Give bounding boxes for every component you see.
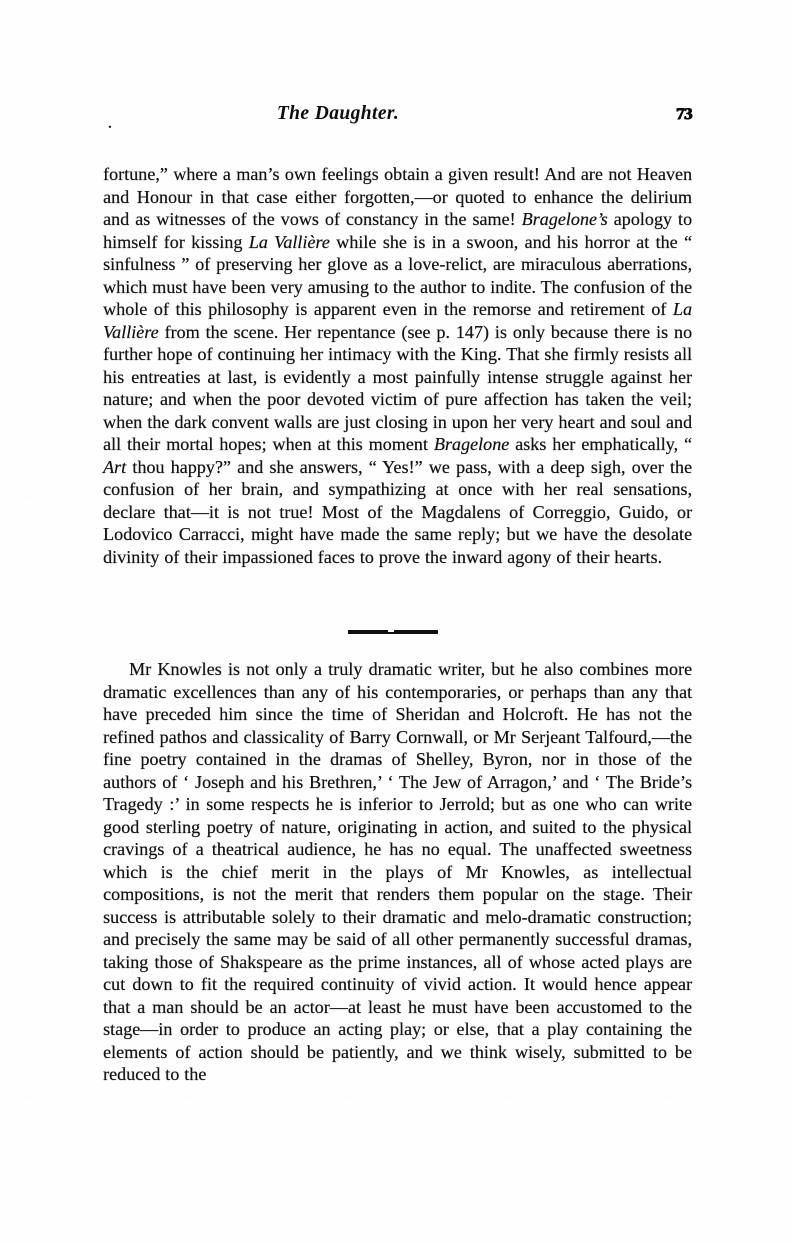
review-paragraph xyxy=(103,163,692,568)
text-run: from the scene. Her repentance (see p. 147) is only because there is no further hope of continuing her intimacy with the King. That she firmly resists all his entreaties at last, is evidently a most painfully intense struggle against her nature; and when the poor devoted victim of pure affection has taken the veil; when the dark convent walls are just closing in upon her very heart and soul and all their mortal hopes; when at this moment xyxy=(103,321,692,455)
text-run: Mr Knowles is not only a truly dramatic writer, but he also combines more dramatic excellences than any of his contemporaries, or perhaps than any that have preceded him since the time of Sheridan and Holcroft. He has not the refined pathos and classicality of Barry Cornwall, or Mr Serjeant Talfourd,—the fine poetry contained in the dramas of Shelley, Byron, nor in those of the authors of ‘ Joseph and his Brethren,’ ‘ The Jew of Arragon,’ and ‘ The Bride’s Tragedy :’ in some respects he is inferior to Jerrold; but as one who can write good sterling poetry of nature, originating in action, and suited to the physical cravings of a theatrical audience, he has no equal. The unaffected sweetness which is the chief merit in the plays of Mr Knowles, as intellectual compositions, is not the merit that renders them popular on the stage. Their success is attributable solely to their dramatic and melo-dramatic construction; and precisely the same may be said of all other permanently successful dramas, taking those of Shakspeare as the prime instances, all of whose acted plays are cut down to fit the required continuity of vivid action. It would hence appear that a man should be an actor—at least he must have been accustomed to the stage—in order to produce an acting play; or else, that a play containing the elements of action should be patiently, and we think wisely, submitted to be reduced to the xyxy=(103,659,692,1084)
section-divider xyxy=(348,630,438,634)
knowles-section xyxy=(103,658,692,1104)
running-head xyxy=(103,103,692,132)
italic-run: La Vallière xyxy=(248,231,330,252)
text-column xyxy=(103,145,692,586)
italic-run: Art xyxy=(103,456,127,477)
text-run: asks her emphatically, “ xyxy=(509,434,692,455)
italic-run: La Vallière xyxy=(103,299,692,342)
text-run: thou happy?” and she answers, “ Yes!” we pass, with a deep sigh, over the confusion of her brain, and sympathizing at once with her real sensations, declare that—it is not true! Most of the Magdalens of Correggio, Guido, or Lodovico Carracci, might have made the same reply; but we have the desolate divinity of their impassioned faces to prove the inward agony of their hearts. xyxy=(103,456,692,567)
italic-run: Bragelone’s xyxy=(521,209,608,230)
text-run: apology to himself for kissing xyxy=(103,209,693,252)
stray-ink-mark: . xyxy=(108,116,112,132)
text-run: fortune,” where a man’s own feelings obtain a given result! And are not Heaven and Honour in that case either forgotten,—or quoted to enhance the delirium and as witnesses of the vows of constancy in the same! xyxy=(103,164,692,230)
running-head-title: The Daughter. xyxy=(276,103,400,124)
italic-run: Bragelone xyxy=(433,434,510,455)
knowles-paragraph xyxy=(103,658,692,1086)
page-number: 73 xyxy=(676,104,692,123)
text-run: while she is in a swoon, and his horror at the “ sinfulness ” of preserving her glove as a love-relict, are miraculous aberrations, which must have been very amusing to the author to indite. The confusion of the whole of this philosophy is apparent even in the remorse and retirement of xyxy=(103,231,692,320)
